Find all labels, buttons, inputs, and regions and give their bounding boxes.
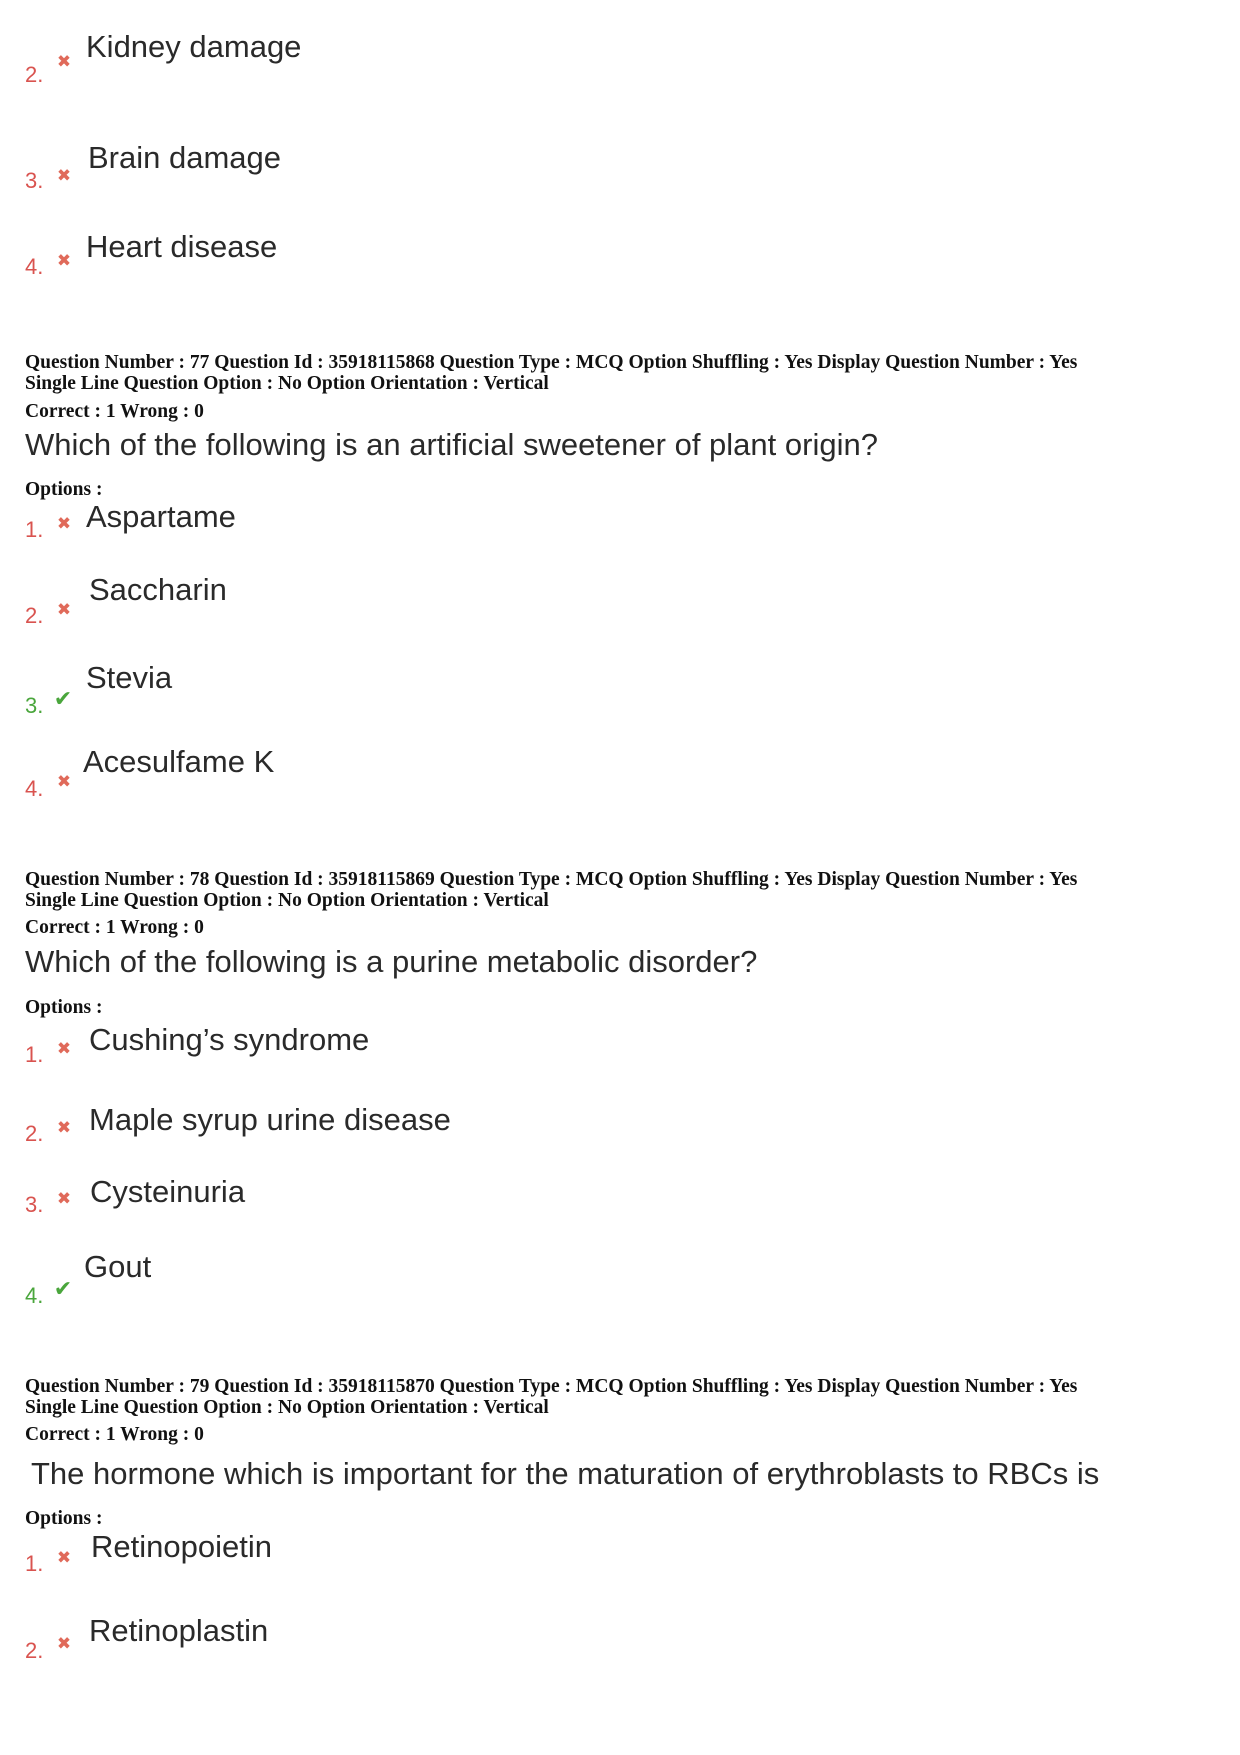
question-meta-line1: Question Number : 79 Question Id : 35918115870 Question Type : MCQ Option Shuffling : Yes Display Question Number : Yes <box>25 1376 1078 1397</box>
option-text: Retinoplastin <box>89 1613 269 1648</box>
cross-icon: ✖ <box>56 251 72 271</box>
cross-icon: ✖ <box>56 52 72 72</box>
option-text: Saccharin <box>89 572 227 607</box>
option-number: 3. <box>25 168 44 193</box>
option-text: Cushing’s syndrome <box>89 1022 370 1057</box>
option-number: 2. <box>25 1121 44 1146</box>
option-number: 2. <box>25 603 44 628</box>
question-score: Correct : 1 Wrong : 0 <box>25 917 204 938</box>
option-text: Heart disease <box>86 229 278 264</box>
cross-icon: ✖ <box>56 772 72 792</box>
checkmark-icon: ✔ <box>53 687 73 712</box>
option-number: 1. <box>25 1042 44 1067</box>
option-number: 3. <box>25 1192 44 1217</box>
option-number: 1. <box>25 517 44 542</box>
question-meta-line2: Single Line Question Option : No Option Orientation : Vertical <box>25 373 549 394</box>
question-score: Correct : 1 Wrong : 0 <box>25 1424 204 1445</box>
question-meta-line1: Question Number : 78 Question Id : 35918115869 Question Type : MCQ Option Shuffling : Yes Display Question Number : Yes <box>25 869 1078 890</box>
option-number: 2. <box>25 1638 44 1663</box>
cross-icon: ✖ <box>56 1118 72 1138</box>
question-score: Correct : 1 Wrong : 0 <box>25 401 204 422</box>
option-text: Maple syrup urine disease <box>89 1102 451 1137</box>
question-meta-line2: Single Line Question Option : No Option Orientation : Vertical <box>25 890 549 911</box>
cross-icon: ✖ <box>56 1548 72 1568</box>
cross-icon: ✖ <box>56 166 72 186</box>
option-text: Gout <box>84 1249 152 1284</box>
question-text: The hormone which is important for the maturation of erythroblasts to RBCs is <box>31 1456 1100 1491</box>
option-text: Kidney damage <box>86 29 302 64</box>
cross-icon: ✖ <box>56 514 72 534</box>
option-number: 3. <box>25 693 44 718</box>
option-text: Cysteinuria <box>90 1174 246 1209</box>
option-number: 1. <box>25 1551 44 1576</box>
option-text: Acesulfame K <box>83 744 275 779</box>
options-label: Options : <box>25 997 103 1018</box>
option-number: 4. <box>25 254 44 279</box>
cross-icon: ✖ <box>56 600 72 620</box>
cross-icon: ✖ <box>56 1039 72 1059</box>
options-label: Options : <box>25 1508 103 1529</box>
cross-icon: ✖ <box>56 1189 72 1209</box>
option-number: 4. <box>25 1283 44 1308</box>
cross-icon: ✖ <box>56 1634 72 1654</box>
option-number: 4. <box>25 776 44 801</box>
option-text: Retinopoietin <box>91 1529 272 1564</box>
question-text: Which of the following is a purine metabolic disorder? <box>25 944 758 979</box>
option-text: Stevia <box>86 660 173 695</box>
question-text: Which of the following is an artificial sweetener of plant origin? <box>25 427 878 462</box>
option-text: Brain damage <box>88 140 282 175</box>
question-meta-line1: Question Number : 77 Question Id : 35918115868 Question Type : MCQ Option Shuffling : Yes Display Question Number : Yes <box>25 352 1078 373</box>
option-number: 2. <box>25 62 44 87</box>
checkmark-icon: ✔ <box>53 1277 73 1302</box>
options-label: Options : <box>25 479 103 500</box>
option-text: Aspartame <box>86 499 236 534</box>
question-meta-line2: Single Line Question Option : No Option Orientation : Vertical <box>25 1397 549 1418</box>
